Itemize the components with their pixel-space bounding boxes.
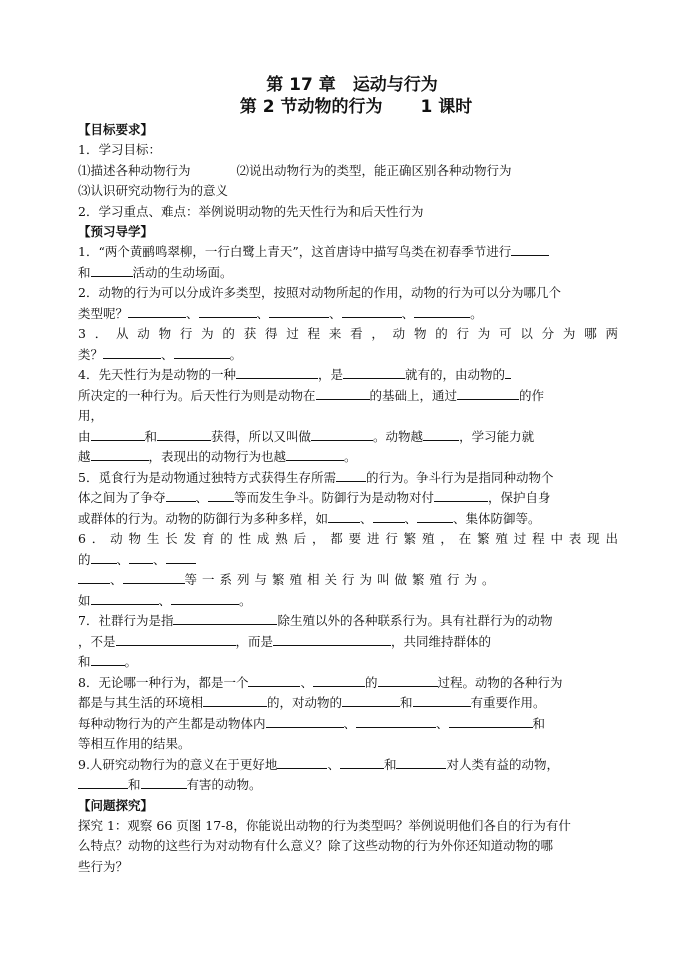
sep: 、: [158, 592, 172, 608]
goal-1: ⑴描述各种动物行为: [78, 162, 191, 178]
blank[interactable]: [286, 448, 344, 461]
q9-text: 和: [383, 756, 397, 772]
section-title: [78, 96, 618, 118]
blank[interactable]: [277, 756, 327, 769]
blank[interactable]: [311, 428, 373, 441]
blank[interactable]: [328, 510, 360, 523]
q4-text: 。动物越: [373, 428, 424, 444]
q6-text: 的: [78, 551, 91, 567]
q5-text: 或群体的行为。动物的防御行为多种多样，如: [78, 510, 329, 526]
blank[interactable]: [78, 776, 128, 789]
q4-text: 由: [78, 428, 91, 444]
q6-text: 如: [78, 592, 91, 608]
blank[interactable]: [128, 305, 186, 318]
blank[interactable]: [129, 551, 153, 564]
blank[interactable]: [91, 551, 117, 564]
q5-text: 等而发生争斗。防御行为是动物对付: [234, 490, 435, 505]
blank[interactable]: [423, 428, 459, 441]
q4-text: 4．先天性行为是动物的一种: [78, 367, 236, 382]
blank[interactable]: [116, 633, 236, 646]
blank[interactable]: [173, 612, 277, 625]
q5-text: 、集体防御等。: [453, 510, 541, 526]
sep: 、: [256, 305, 270, 321]
q3-text: 类？: [78, 346, 104, 362]
blank[interactable]: [157, 428, 211, 441]
q8-text: 8．无论哪一种行为，都是一个: [78, 674, 249, 690]
q2-line-1: 2．动物的行为可以分成许多类型，按照对动物所起的作用，动物的行为可以分为哪几个: [78, 285, 561, 300]
blank[interactable]: [269, 305, 329, 318]
sep: 、: [343, 715, 357, 731]
q8-line-4: 等相互作用的结果。: [78, 736, 191, 751]
blank[interactable]: [434, 489, 488, 502]
worksheet-page: [78, 74, 618, 877]
q4-line-1: [78, 365, 618, 386]
blank[interactable]: [248, 674, 300, 687]
q6-line-1: 6．动物生长发育的性成熟后，都要进行繁殖，在繁殖过程中表现出: [78, 531, 618, 546]
blank[interactable]: [171, 592, 239, 605]
blank[interactable]: [123, 571, 185, 584]
blank[interactable]: [313, 674, 365, 687]
blank[interactable]: [316, 387, 370, 400]
blank[interactable]: [413, 694, 471, 707]
q7-line-3: [78, 652, 618, 673]
sep: 、: [300, 674, 313, 690]
blank[interactable]: [203, 694, 267, 707]
q4-text: 获得，所以又叫做: [211, 428, 312, 444]
preview-header: 【预习导学】: [78, 224, 154, 239]
q1-and: 和: [78, 264, 91, 280]
goals-line-1: 1．学习目标：: [78, 142, 161, 157]
period-label: 1 课时: [420, 97, 473, 117]
sep: 、: [401, 305, 415, 321]
q4-text: ，学习能力就: [459, 428, 535, 444]
blank[interactable]: [266, 715, 344, 728]
period: 。: [124, 654, 138, 669]
q5-text: 5．觅食行为是动物通过独特方式获得生存所需: [78, 469, 336, 485]
blank[interactable]: [91, 264, 133, 277]
sep: 、: [186, 305, 199, 321]
q3-line-2: [78, 345, 618, 366]
blank[interactable]: [141, 776, 187, 789]
goals-focus: 2．学习重点、难点：举例说明动物的先天性行为和后天性行为: [78, 203, 424, 219]
blank[interactable]: [378, 674, 438, 687]
blank[interactable]: [91, 428, 145, 441]
q5-line-1: [78, 468, 618, 489]
blank[interactable]: [457, 387, 519, 400]
q4-text: ，是: [317, 367, 343, 382]
blank[interactable]: [174, 346, 230, 359]
q7-line-1: [78, 611, 618, 632]
blank[interactable]: [342, 694, 400, 707]
q4-line-4: [78, 427, 618, 448]
blank[interactable]: [91, 448, 149, 461]
sep: 、: [161, 346, 174, 362]
q9-line-1: [78, 755, 618, 776]
blank[interactable]: [342, 305, 402, 318]
q7-text: ，而是: [235, 633, 274, 649]
sep: 、: [360, 510, 373, 526]
q4-line-3: 用，: [78, 408, 104, 423]
sep: 、: [110, 572, 123, 587]
sep: 、: [153, 551, 166, 567]
q7-text: 7．社群行为是指: [78, 613, 174, 628]
blank[interactable]: [91, 653, 125, 666]
q6-text: 等一系列与繁殖相关行为叫做繁殖行为。: [184, 572, 500, 587]
blank[interactable]: [396, 756, 446, 769]
q5-text: 的行为。争斗行为是指同种动物个: [365, 469, 554, 485]
goals-line-2: [78, 161, 618, 182]
q1-end: 活动的生动场面。: [132, 264, 233, 280]
q8-text: 的: [364, 674, 378, 690]
q7-text: 除生殖以外的各种联系行为。具有社群行为的动物: [277, 613, 553, 628]
q9-line-2: [78, 775, 618, 796]
blank[interactable]: [236, 366, 318, 379]
blank[interactable]: [166, 489, 196, 502]
explore-line-1: 探究 1：观察 66 页图 17-8，你能说出动物的行为类型吗？举例说明他们各自的行为有什: [78, 817, 571, 833]
q4-text: 就有的，由动物的: [404, 367, 505, 382]
q9-text: 9.人研究动物行为的意义在于更好地: [78, 756, 278, 772]
q6-line-4: [78, 591, 618, 612]
explore-line-2: 么特点？动物的这些行为对动物有什么意义？除了这些动物的行为外你还知道动物的哪: [78, 838, 554, 853]
q1-text: 1．“两个黄鹂鸣翠柳，一行白鹭上青天”，这首唐诗中描写鸟类在初春季节进行: [78, 244, 512, 259]
blank[interactable]: [356, 715, 436, 728]
q8-text: 有重要作用。: [470, 695, 546, 710]
sep: 、: [195, 490, 209, 505]
q4-line-5: [78, 447, 618, 468]
q9-text: 对人类有益的动物，: [446, 756, 559, 772]
period: 。: [470, 305, 483, 321]
blank[interactable]: [511, 243, 549, 256]
q9-text: 有害的动物。: [186, 777, 262, 792]
blank[interactable]: [208, 489, 234, 502]
q8-line-1: [78, 673, 618, 694]
sep: 、: [116, 551, 130, 567]
sep: 、: [327, 756, 340, 772]
q8-text: 的，对动物的: [267, 695, 343, 710]
q1-line-2: [78, 263, 618, 284]
q8-line-2: [78, 693, 618, 714]
q6-line-2: [78, 550, 618, 571]
q9-text: 和: [128, 777, 141, 792]
q4-text: 的作: [519, 387, 545, 403]
q5-text: 体之间为了争夺: [78, 490, 166, 505]
q7-text: ，不是: [78, 633, 116, 649]
q8-text: 每种动物行为的产生都是动物体内: [78, 715, 266, 731]
q5-text: ，保护自身: [488, 490, 551, 505]
q1-line-1: [78, 242, 618, 263]
q5-line-3: [78, 509, 618, 530]
period: 。: [229, 346, 243, 362]
q7-text: 和: [78, 654, 91, 669]
blank[interactable]: [78, 571, 110, 584]
q4-line-2: [78, 386, 618, 407]
blank[interactable]: [103, 346, 161, 359]
q5-line-2: [78, 488, 618, 509]
period: 。: [344, 449, 357, 464]
blank[interactable]: [199, 305, 257, 318]
q8-text: 和: [400, 695, 413, 710]
blank[interactable]: [166, 551, 196, 564]
goal-3: ⑶认识研究动物行为的意义: [78, 183, 229, 198]
q4-text: 和: [144, 428, 158, 444]
blank[interactable]: [336, 469, 366, 482]
blank[interactable]: [417, 510, 453, 523]
q4-text: ，表现出的动物行为也越: [148, 449, 287, 464]
q2-line-2: [78, 304, 618, 325]
q2-text: 类型呢？: [78, 305, 129, 321]
q7-text: ，共同维持群体的: [391, 633, 492, 649]
sep: 、: [329, 305, 342, 321]
chapter-title: 第 17 章 运动与行为: [266, 75, 438, 95]
q3-line-1: 3．从动物行为的获得过程来看，动物的行为可以分为哪两: [78, 326, 618, 341]
explore-line-3: 些行为？: [78, 858, 129, 874]
blank[interactable]: [273, 633, 391, 646]
q4-text: 的基础上，通过: [369, 387, 458, 403]
explore-header: 【问题探究】: [78, 797, 154, 813]
q8-line-3: [78, 714, 618, 735]
q6-line-3: [78, 570, 618, 591]
blank[interactable]: [414, 305, 470, 318]
period: 。: [239, 592, 252, 608]
goal-2: ⑵说出动物行为的类型，能正确区别各种动物行为: [236, 162, 512, 178]
q8-text: 和: [532, 715, 546, 731]
blank[interactable]: [505, 366, 511, 379]
blank[interactable]: [91, 592, 159, 605]
q4-text: 越: [78, 449, 91, 464]
q7-line-2: [78, 632, 618, 653]
q8-text: 都是与其生活的环境相: [78, 695, 204, 710]
q8-text: 过程。动物的各种行为: [437, 674, 563, 690]
blank[interactable]: [343, 366, 405, 379]
blank[interactable]: [449, 715, 533, 728]
sep: 、: [404, 510, 418, 526]
blank[interactable]: [340, 756, 384, 769]
q4-text: 所决定的一种行为。后天性行为则是动物在: [78, 387, 316, 403]
blank[interactable]: [373, 510, 405, 523]
goals-header: 【目标要求】: [78, 122, 154, 137]
sep: 、: [436, 715, 449, 731]
section-name: 第 2 节动物的行为: [239, 97, 383, 117]
